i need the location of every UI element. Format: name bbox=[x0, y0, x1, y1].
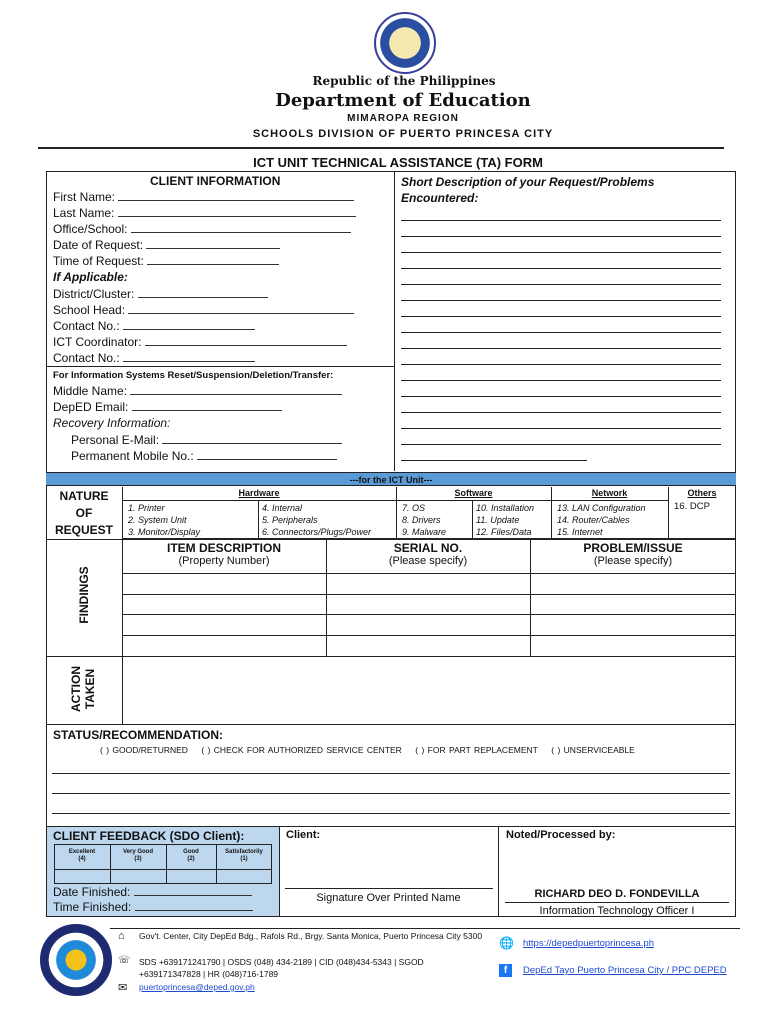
hardware-col1 bbox=[128, 502, 200, 538]
footer-address: Gov't. Center, City DepEd Bdg., Rafols Rd., Brgy. Santa Monica, Puerto Princesa City 5300 bbox=[139, 931, 483, 941]
problem-issue-header: PROBLEM/ISSUE (Please specify) bbox=[583, 541, 683, 567]
option-internet[interactable]: 15. Internet bbox=[557, 527, 603, 537]
status-top-rule bbox=[46, 724, 736, 725]
rating-satisfactorily[interactable]: Satisfactorily (1) bbox=[225, 849, 263, 862]
rating-excellent[interactable]: Excellent (4) bbox=[68, 849, 96, 862]
first-name-field[interactable]: First Name: bbox=[53, 190, 393, 206]
option-monitor[interactable]: 3. Monitor/Display bbox=[128, 527, 201, 537]
description-lines[interactable] bbox=[401, 205, 721, 461]
republic-label: Republic of the Philippines bbox=[312, 74, 496, 88]
client-signature-line[interactable] bbox=[285, 888, 493, 889]
deped-email-field[interactable]: DepED Email: bbox=[53, 400, 393, 416]
if-applicable-label: If Applicable: bbox=[53, 270, 128, 284]
rating-very-good[interactable]: Very Good (3) bbox=[122, 849, 153, 862]
status-lines[interactable] bbox=[52, 760, 730, 814]
feedback-heading: CLIENT FEEDBACK (SDO Client): bbox=[53, 829, 245, 843]
status-good-returned[interactable]: ( ) GOOD/RETURNED bbox=[100, 745, 188, 755]
option-system-unit[interactable]: 2. System Unit bbox=[128, 515, 187, 525]
coordinator-contact-no-field[interactable]: Contact No.: bbox=[53, 351, 393, 367]
noted-officer-name: RICHARD DEO D. FONDEVILLA bbox=[534, 888, 700, 900]
findings-top-rule bbox=[46, 539, 736, 540]
option-malware[interactable]: 9. Malware bbox=[402, 527, 447, 537]
client-info-heading: CLIENT INFORMATION bbox=[150, 174, 281, 188]
office-school-field[interactable]: Office/School: bbox=[53, 222, 393, 238]
option-printer[interactable]: 1. Printer bbox=[128, 503, 165, 513]
option-lan[interactable]: 13. LAN Configuration bbox=[557, 503, 646, 513]
option-router[interactable]: 14. Router/Cables bbox=[557, 515, 630, 525]
description-heading: Short Description of your Request/Problems Encountered: bbox=[401, 175, 655, 205]
findings-rows[interactable] bbox=[122, 573, 736, 655]
footer-phones: SDS +639171241790 | OSDS (048) 434-2189 | CID (048)434-5343 | SGOD +639171347828 | HR (048)716-1789 bbox=[139, 957, 424, 979]
status-options bbox=[100, 745, 635, 755]
sw-col-div bbox=[472, 500, 473, 539]
network-heading: Network bbox=[591, 488, 628, 498]
date-finished-field[interactable]: Date Finished: bbox=[53, 885, 252, 899]
option-os[interactable]: 7. OS bbox=[402, 503, 426, 513]
network-col bbox=[557, 502, 646, 538]
globe-icon: 🌐 bbox=[499, 936, 514, 950]
sdo-ppc-logo bbox=[40, 924, 112, 996]
phone-icon: ☏ bbox=[118, 955, 131, 966]
division-label: SCHOOLS DIVISION OF PUERTO PRINCESA CITY bbox=[252, 128, 554, 140]
header-rule bbox=[38, 147, 724, 149]
status-heading: STATUS/RECOMMENDATION: bbox=[53, 728, 223, 742]
officer-rule bbox=[505, 902, 729, 903]
option-update[interactable]: 11. Update bbox=[476, 515, 520, 525]
signature-over-printed-name: Signature Over Printed Name bbox=[316, 892, 461, 904]
permanent-mobile-field[interactable]: Permanent Mobile No.: bbox=[53, 449, 393, 465]
option-dcp[interactable]: 16. DCP bbox=[674, 501, 710, 512]
nature-heading-rule bbox=[122, 500, 668, 501]
option-files-data[interactable]: 12. Files/Data bbox=[476, 527, 532, 537]
ict-unit-banner: ---for the ICT Unit--- bbox=[46, 472, 736, 486]
hw-col-div bbox=[258, 500, 259, 539]
status-part-replacement[interactable]: ( ) FOR PART REPLACEMENT bbox=[415, 745, 538, 755]
recovery-info-label: Recovery Information: bbox=[53, 416, 171, 430]
district-cluster-field[interactable]: District/Cluster: bbox=[53, 287, 393, 303]
last-name-field[interactable]: Last Name: bbox=[53, 206, 393, 222]
option-drivers[interactable]: 8. Drivers bbox=[402, 515, 441, 525]
department-label: Department of Education bbox=[275, 90, 531, 111]
contact-no-field[interactable]: Contact No.: bbox=[53, 319, 393, 335]
school-head-field[interactable]: School Head: bbox=[53, 303, 393, 319]
reset-heading: For Information Systems Reset/Suspension/Deletion/Transfer: bbox=[53, 370, 334, 381]
nature-of-request-label: NATURE OF REQUEST bbox=[54, 489, 113, 537]
noted-div bbox=[498, 826, 499, 917]
hardware-heading: Hardware bbox=[238, 488, 280, 498]
option-internal[interactable]: 4. Internal bbox=[262, 503, 303, 513]
hardware-col2 bbox=[262, 502, 371, 538]
option-installation[interactable]: 10. Installation bbox=[476, 503, 535, 513]
footer-rule bbox=[110, 928, 740, 929]
date-of-request-field[interactable]: Date of Request: bbox=[53, 238, 393, 254]
serial-no-header: SERIAL NO. (Please specify) bbox=[388, 541, 468, 567]
software-col1 bbox=[402, 502, 446, 538]
footer-email-link[interactable]: puertoprincesa@deped.gov.ph bbox=[139, 982, 255, 992]
footer-facebook-link[interactable]: DepEd Tayo Puerto Princesa City / PPC DEPED bbox=[523, 965, 727, 976]
client-sig-label: Client: bbox=[286, 829, 321, 841]
status-check-service-center[interactable]: ( ) CHECK FOR AUTHORIZED SERVICE CENTER bbox=[201, 745, 402, 755]
form-title: ICT UNIT TECHNICAL ASSISTANCE (TA) FORM bbox=[253, 155, 543, 170]
option-peripherals[interactable]: 5. Peripherals bbox=[262, 515, 318, 525]
deped-seal-logo bbox=[374, 12, 436, 74]
rating-good[interactable]: Good (2) bbox=[183, 849, 199, 862]
software-col2 bbox=[476, 502, 534, 538]
status-unserviceable[interactable]: ( ) UNSERVICEABLE bbox=[551, 745, 635, 755]
region-label: MIMAROPA REGION bbox=[347, 113, 459, 124]
option-connectors[interactable]: 6. Connectors/Plugs/Power bbox=[262, 527, 372, 537]
client-info-fields bbox=[53, 190, 393, 367]
noted-label: Noted/Processed by: bbox=[506, 829, 616, 841]
item-description-header: ITEM DESCRIPTION (Property Number) bbox=[166, 541, 281, 567]
noted-officer-title: Information Technology Officer I bbox=[539, 905, 695, 917]
facebook-icon: f bbox=[499, 964, 512, 977]
others-heading: Others bbox=[687, 488, 717, 498]
rating-row-div bbox=[54, 869, 272, 870]
action-taken-label: ACTION TAKEN bbox=[69, 666, 97, 712]
client-desc-divider bbox=[394, 171, 395, 471]
reset-fields bbox=[53, 384, 393, 465]
findings-label: FINDINGS bbox=[77, 566, 91, 624]
footer-website-link[interactable]: https://depedpuertoprincesa.ph bbox=[523, 938, 654, 949]
middle-name-field[interactable]: Middle Name: bbox=[53, 384, 393, 400]
ict-coordinator-field[interactable]: ICT Coordinator: bbox=[53, 335, 393, 351]
software-heading: Software bbox=[454, 488, 493, 498]
time-finished-field[interactable]: Time Finished: bbox=[53, 900, 253, 914]
mail-icon: ✉ bbox=[118, 982, 128, 994]
home-icon: ⌂ bbox=[118, 930, 125, 942]
time-of-request-field[interactable]: Time of Request: bbox=[53, 254, 393, 270]
action-taken-area[interactable] bbox=[123, 657, 735, 723]
personal-email-field[interactable]: Personal E-Mail: bbox=[53, 433, 393, 449]
